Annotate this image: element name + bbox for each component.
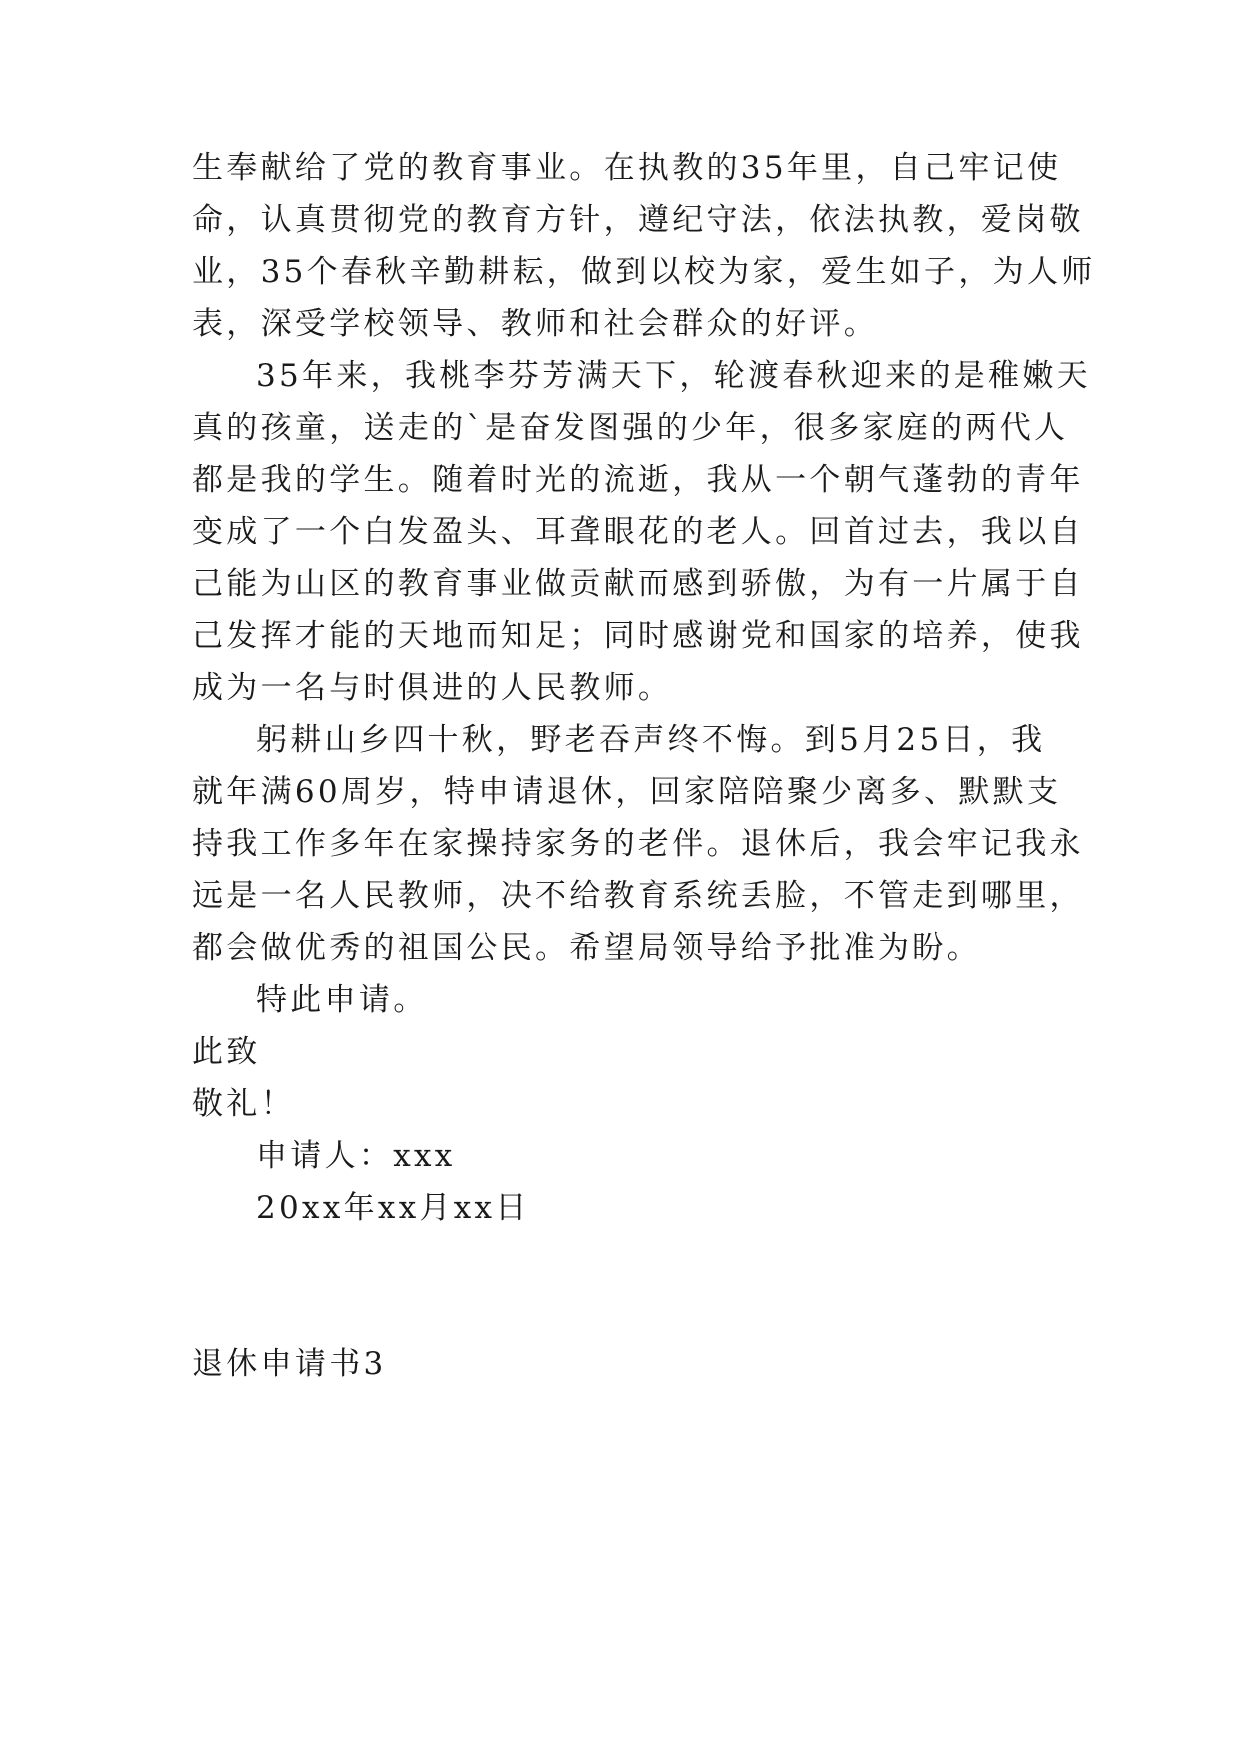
paragraph-1-line: 表，深受学校领导、教师和社会群众的好评。 bbox=[192, 306, 878, 342]
next-section-title: 退休申请书3 bbox=[192, 1346, 387, 1382]
application-date: 20xx年xx月xx日 bbox=[256, 1190, 530, 1226]
paragraph-2-line: 真的孩童，送走的`是奋发图强的少年，很多家庭的两代人 bbox=[192, 410, 1069, 446]
salutation-jingli: 敬礼！ bbox=[192, 1086, 295, 1122]
paragraph-2-line: 己能为山区的教育事业做贡献而感到骄傲，为有一片属于自 bbox=[192, 566, 1084, 602]
paragraph-1-line: 业，35个春秋辛勤耕耘，做到以校为家，爱生如子，为人师 bbox=[192, 254, 1096, 290]
paragraph-2-line: 己发挥才能的天地而知足；同时感谢党和国家的培养，使我 bbox=[192, 618, 1084, 654]
paragraph-3-line: 都会做优秀的祖国公民。希望局领导给予批准为盼。 bbox=[192, 930, 981, 966]
paragraph-1-line: 命，认真贯彻党的教育方针，遵纪守法，依法执教，爱岗敬 bbox=[192, 202, 1084, 238]
paragraph-3-line: 躬耕山乡四十秋，野老吞声终不悔。到5月25日，我 bbox=[256, 722, 1046, 758]
paragraph-2-line: 都是我的学生。随着时光的流逝，我从一个朝气蓬勃的青年 bbox=[192, 462, 1084, 498]
paragraph-3-line: 远是一名人民教师，决不给教育系统丢脸，不管走到哪里， bbox=[192, 878, 1084, 914]
salutation-cizhi: 此致 bbox=[192, 1034, 261, 1070]
closing-text: 特此申请。 bbox=[256, 982, 428, 1018]
paragraph-3-line: 就年满60周岁，特申请退休，回家陪陪聚少离多、默默支 bbox=[192, 774, 1062, 810]
paragraph-3-line: 持我工作多年在家操持家务的老伴。退休后，我会牢记我永 bbox=[192, 826, 1084, 862]
paragraph-2-line: 变成了一个白发盈头、耳聋眼花的老人。回首过去，我以自 bbox=[192, 514, 1084, 550]
paragraph-2-line: 成为一名与时俱进的人民教师。 bbox=[192, 670, 673, 706]
paragraph-1-line: 生奉献给了党的教育事业。在执教的35年里，自己牢记使 bbox=[192, 150, 1062, 186]
paragraph-2-line: 35年来，我桃李芬芳满天下，轮渡春秋迎来的是稚嫩天 bbox=[256, 358, 1091, 394]
applicant-signature: 申请人：xxx bbox=[256, 1138, 456, 1174]
